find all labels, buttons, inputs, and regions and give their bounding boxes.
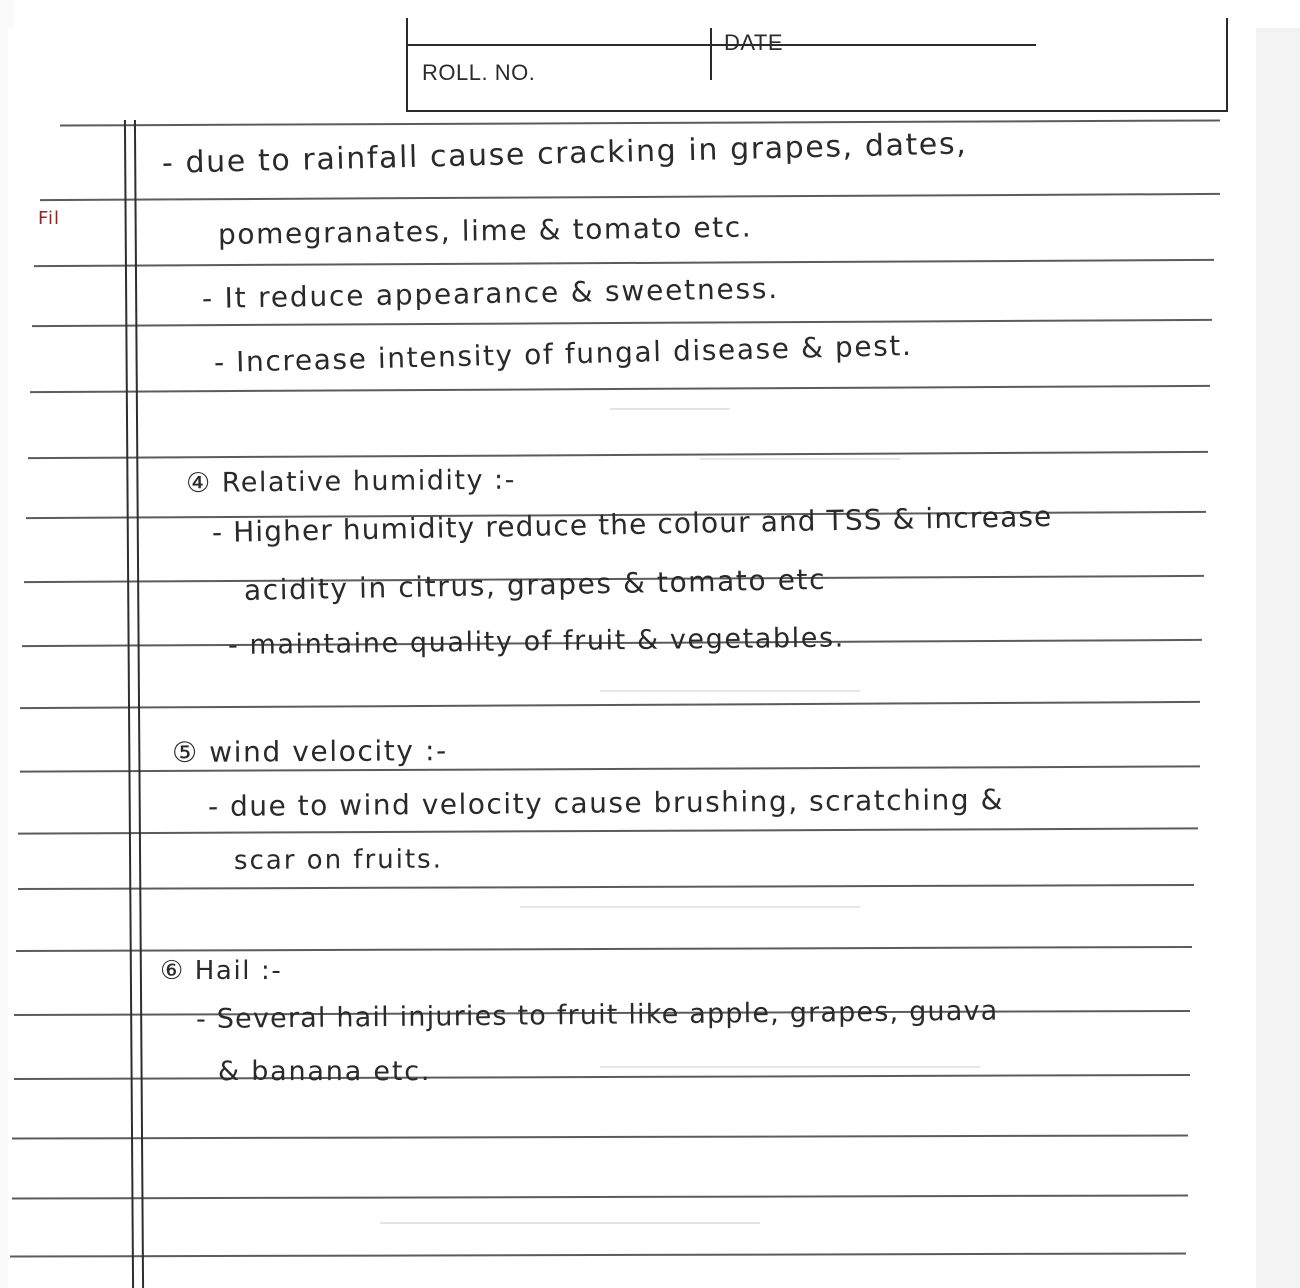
header-divider	[710, 28, 712, 80]
humidity-line-2: acidity in citrus, grapes & tomato etc	[243, 562, 827, 607]
roll-no-label: ROLL. NO.	[422, 60, 536, 85]
rainfall-line-4: - Increase intensity of fungal disease & pest.	[213, 328, 913, 379]
hail-heading: ⑥ Hail :-	[160, 956, 283, 986]
page-edge-shadow	[1256, 28, 1300, 1288]
wind-line-1: - due to wind velocity cause brushing, scratching &	[207, 783, 1004, 823]
wind-heading: ⑤ wind velocity :-	[171, 734, 448, 769]
humidity-line-3: - maintaine quality of fruit & vegetables.	[227, 622, 846, 661]
wind-line-2: scar on fruits.	[233, 844, 444, 876]
rainfall-line-1: - due to rainfall cause cracking in grapes, dates,	[161, 126, 968, 181]
humidity-heading: ④ Relative humidity :-	[185, 464, 517, 499]
humidity-line-1: - Higher humidity reduce the colour and TSS & increase	[211, 499, 1053, 549]
header-top-line	[406, 44, 1036, 46]
rainfall-line-2: pomegranates, lime & tomato etc.	[217, 210, 753, 251]
margin-mark: Fil	[38, 208, 61, 229]
hail-line-1: - Several hail injuries to fruit like apple, grapes, guava	[195, 995, 999, 1035]
date-label: DATE	[724, 30, 784, 55]
rainfall-line-3: - It reduce appearance & sweetness.	[201, 271, 780, 315]
hail-line-2: & banana etc.	[218, 1056, 432, 1087]
